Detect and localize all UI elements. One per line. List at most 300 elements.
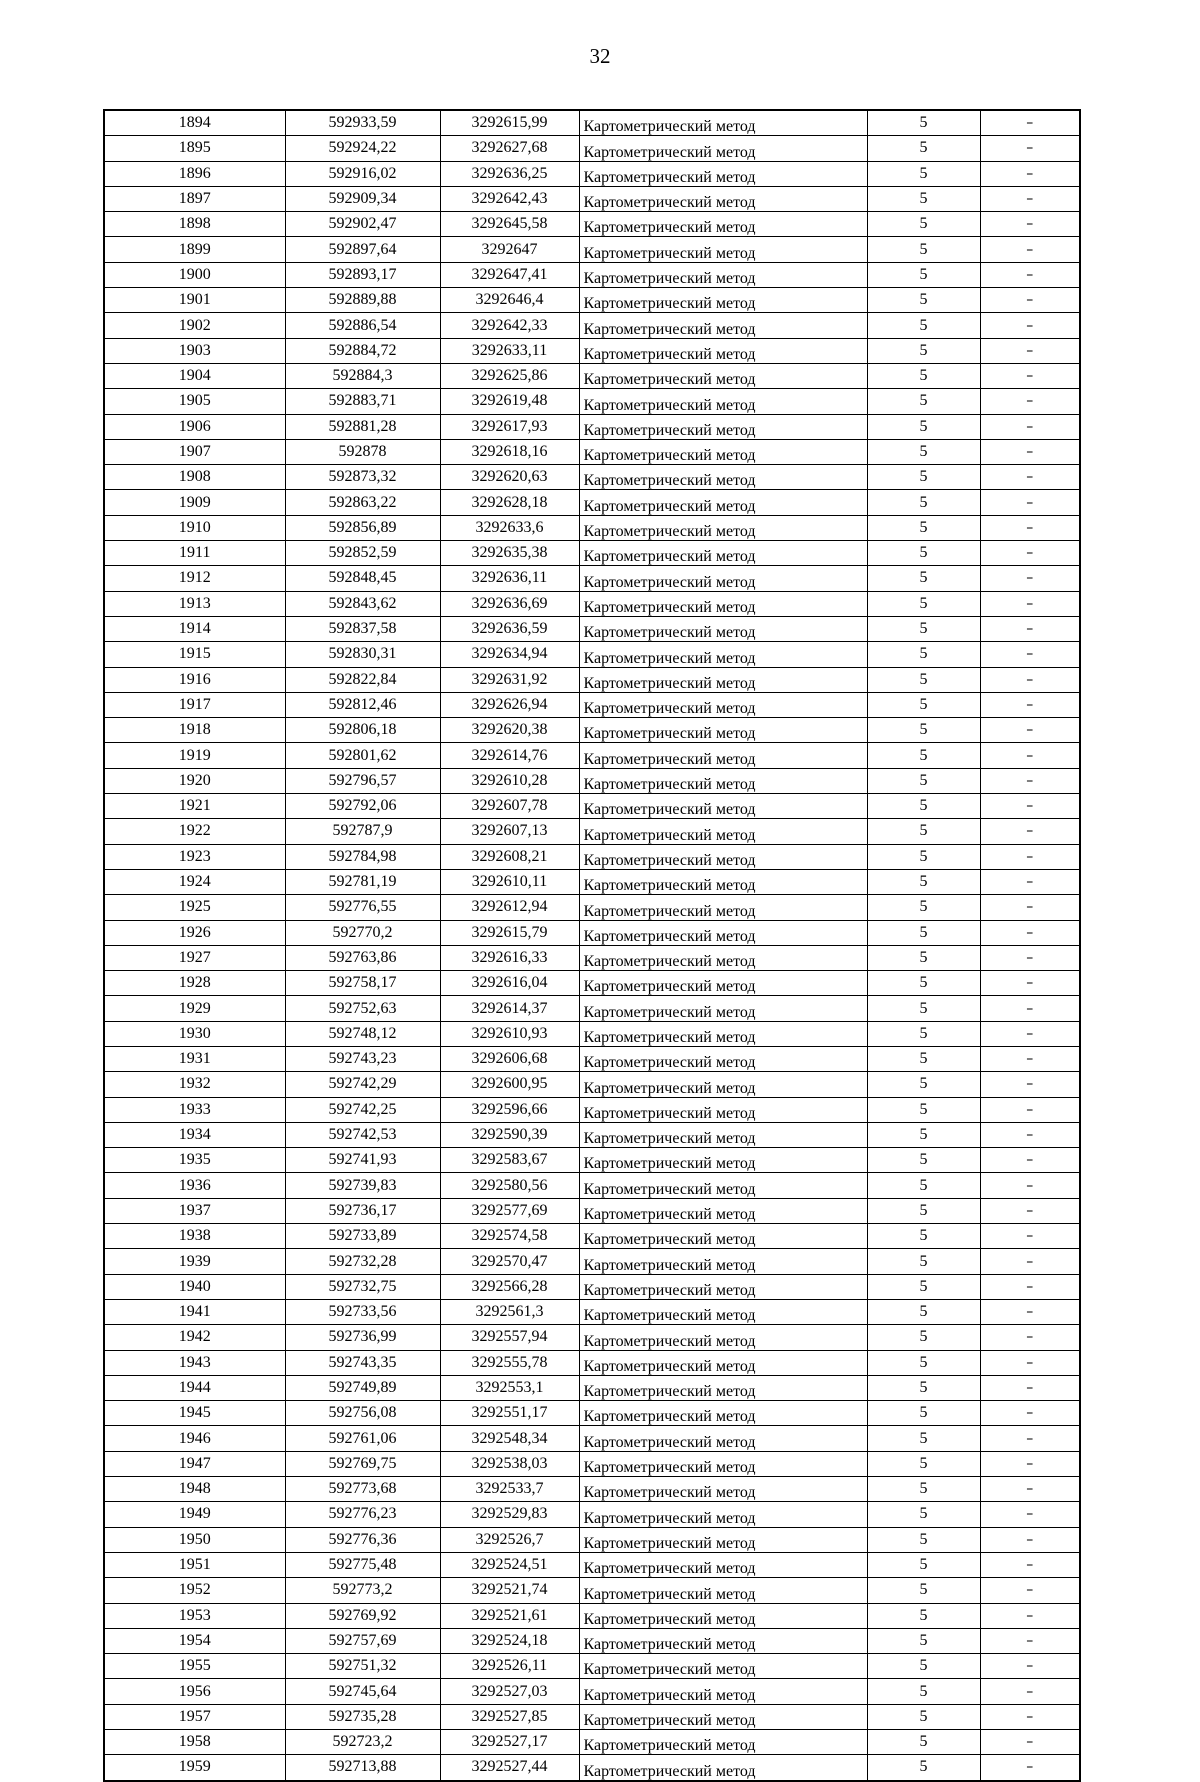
method-cell: Картометрический метод	[579, 1072, 867, 1097]
point-number-cell: 1955	[104, 1654, 285, 1679]
description-cell: –	[980, 490, 1080, 515]
table-row	[104, 1426, 1080, 1451]
table-row	[104, 465, 1080, 490]
point-number-cell: 1930	[104, 1021, 285, 1046]
y-coordinate-cell: 3292645,58	[440, 212, 579, 237]
method-cell: Картометрический метод	[579, 110, 867, 136]
x-coordinate-cell: 592881,28	[285, 414, 440, 439]
point-number-cell: 1945	[104, 1401, 285, 1426]
accuracy-cell: 5	[867, 1755, 980, 1781]
point-number-cell: 1914	[104, 616, 285, 641]
method-cell: Картометрический метод	[579, 794, 867, 819]
y-coordinate-cell: 3292524,51	[440, 1552, 579, 1577]
table-row	[104, 110, 1080, 136]
description-cell: –	[980, 945, 1080, 970]
x-coordinate-cell: 592873,32	[285, 465, 440, 490]
accuracy-cell: 5	[867, 1704, 980, 1729]
x-coordinate-cell: 592796,57	[285, 768, 440, 793]
y-coordinate-cell: 3292635,38	[440, 541, 579, 566]
x-coordinate-cell: 592739,83	[285, 1173, 440, 1198]
point-number-cell: 1918	[104, 718, 285, 743]
accuracy-cell: 5	[867, 591, 980, 616]
method-cell: Картометрический метод	[579, 490, 867, 515]
x-coordinate-cell: 592770,2	[285, 920, 440, 945]
accuracy-cell: 5	[867, 1274, 980, 1299]
y-coordinate-cell: 3292636,59	[440, 616, 579, 641]
description-cell: –	[980, 819, 1080, 844]
x-coordinate-cell: 592863,22	[285, 490, 440, 515]
table-row	[104, 895, 1080, 920]
accuracy-cell: 5	[867, 869, 980, 894]
point-number-cell: 1913	[104, 591, 285, 616]
accuracy-cell: 5	[867, 945, 980, 970]
accuracy-cell: 5	[867, 363, 980, 388]
y-coordinate-cell: 3292580,56	[440, 1173, 579, 1198]
accuracy-cell: 5	[867, 414, 980, 439]
accuracy-cell: 5	[867, 465, 980, 490]
y-coordinate-cell: 3292610,93	[440, 1021, 579, 1046]
table-row	[104, 515, 1080, 540]
table-row	[104, 1527, 1080, 1552]
table-row	[104, 1122, 1080, 1147]
accuracy-cell: 5	[867, 1603, 980, 1628]
point-number-cell: 1936	[104, 1173, 285, 1198]
x-coordinate-cell: 592784,98	[285, 844, 440, 869]
accuracy-cell: 5	[867, 1198, 980, 1223]
table-row	[104, 1730, 1080, 1755]
x-coordinate-cell: 592792,06	[285, 794, 440, 819]
point-number-cell: 1928	[104, 971, 285, 996]
y-coordinate-cell: 3292561,3	[440, 1299, 579, 1324]
x-coordinate-cell: 592741,93	[285, 1148, 440, 1173]
x-coordinate-cell: 592886,54	[285, 313, 440, 338]
table-row	[104, 1299, 1080, 1324]
method-cell: Картометрический метод	[579, 869, 867, 894]
x-coordinate-cell: 592743,35	[285, 1350, 440, 1375]
method-cell: Картометрический метод	[579, 262, 867, 287]
point-number-cell: 1947	[104, 1451, 285, 1476]
point-number-cell: 1942	[104, 1325, 285, 1350]
method-cell: Картометрический метод	[579, 718, 867, 743]
table-row	[104, 1198, 1080, 1223]
description-cell: –	[980, 262, 1080, 287]
accuracy-cell: 5	[867, 313, 980, 338]
point-number-cell: 1922	[104, 819, 285, 844]
method-cell: Картометрический метод	[579, 414, 867, 439]
point-number-cell: 1951	[104, 1552, 285, 1577]
point-number-cell: 1902	[104, 313, 285, 338]
x-coordinate-cell: 592773,2	[285, 1578, 440, 1603]
x-coordinate-cell: 592878	[285, 439, 440, 464]
accuracy-cell: 5	[867, 212, 980, 237]
table-row	[104, 869, 1080, 894]
y-coordinate-cell: 3292600,95	[440, 1072, 579, 1097]
table-row	[104, 920, 1080, 945]
x-coordinate-cell: 592748,12	[285, 1021, 440, 1046]
table-row	[104, 1679, 1080, 1704]
accuracy-cell: 5	[867, 895, 980, 920]
description-cell: –	[980, 794, 1080, 819]
table-row	[104, 1451, 1080, 1476]
y-coordinate-cell: 3292555,78	[440, 1350, 579, 1375]
method-cell: Картометрический метод	[579, 1552, 867, 1577]
table-row	[104, 541, 1080, 566]
x-coordinate-cell: 592897,64	[285, 237, 440, 262]
description-cell: –	[980, 1603, 1080, 1628]
point-number-cell: 1958	[104, 1730, 285, 1755]
point-number-cell: 1946	[104, 1426, 285, 1451]
accuracy-cell: 5	[867, 1730, 980, 1755]
y-coordinate-cell: 3292574,58	[440, 1224, 579, 1249]
point-number-cell: 1925	[104, 895, 285, 920]
x-coordinate-cell: 592751,32	[285, 1654, 440, 1679]
method-cell: Картометрический метод	[579, 1477, 867, 1502]
x-coordinate-cell: 592812,46	[285, 692, 440, 717]
y-coordinate-cell: 3292533,7	[440, 1477, 579, 1502]
y-coordinate-cell: 3292636,25	[440, 161, 579, 186]
x-coordinate-cell: 592736,17	[285, 1198, 440, 1223]
x-coordinate-cell: 592761,06	[285, 1426, 440, 1451]
table-row	[104, 667, 1080, 692]
y-coordinate-cell: 3292642,33	[440, 313, 579, 338]
table-row	[104, 996, 1080, 1021]
point-number-cell: 1949	[104, 1502, 285, 1527]
method-cell: Картометрический метод	[579, 895, 867, 920]
method-cell: Картометрический метод	[579, 768, 867, 793]
table-row	[104, 1046, 1080, 1071]
description-cell: –	[980, 1021, 1080, 1046]
y-coordinate-cell: 3292557,94	[440, 1325, 579, 1350]
x-coordinate-cell: 592856,89	[285, 515, 440, 540]
y-coordinate-cell: 3292647	[440, 237, 579, 262]
description-cell: –	[980, 1679, 1080, 1704]
table-row	[104, 363, 1080, 388]
description-cell: –	[980, 1704, 1080, 1729]
description-cell: –	[980, 1072, 1080, 1097]
method-cell: Картометрический метод	[579, 338, 867, 363]
x-coordinate-cell: 592837,58	[285, 616, 440, 641]
description-cell: –	[980, 439, 1080, 464]
description-cell: –	[980, 186, 1080, 211]
x-coordinate-cell: 592848,45	[285, 566, 440, 591]
description-cell: –	[980, 616, 1080, 641]
y-coordinate-cell: 3292618,16	[440, 439, 579, 464]
accuracy-cell: 5	[867, 1375, 980, 1400]
y-coordinate-cell: 3292577,69	[440, 1198, 579, 1223]
method-cell: Картометрический метод	[579, 1148, 867, 1173]
method-cell: Картометрический метод	[579, 945, 867, 970]
y-coordinate-cell: 3292570,47	[440, 1249, 579, 1274]
point-number-cell: 1915	[104, 642, 285, 667]
method-cell: Картометрический метод	[579, 515, 867, 540]
point-number-cell: 1904	[104, 363, 285, 388]
point-number-cell: 1927	[104, 945, 285, 970]
point-number-cell: 1906	[104, 414, 285, 439]
y-coordinate-cell: 3292521,74	[440, 1578, 579, 1603]
point-number-cell: 1910	[104, 515, 285, 540]
method-cell: Картометрический метод	[579, 566, 867, 591]
y-coordinate-cell: 3292642,43	[440, 186, 579, 211]
table-row	[104, 1502, 1080, 1527]
x-coordinate-cell: 592763,86	[285, 945, 440, 970]
method-cell: Картометрический метод	[579, 1654, 867, 1679]
method-cell: Картометрический метод	[579, 1527, 867, 1552]
method-cell: Картометрический метод	[579, 971, 867, 996]
description-cell: –	[980, 1097, 1080, 1122]
point-number-cell: 1916	[104, 667, 285, 692]
description-cell: –	[980, 313, 1080, 338]
description-cell: –	[980, 642, 1080, 667]
accuracy-cell: 5	[867, 1477, 980, 1502]
table-row	[104, 1654, 1080, 1679]
method-cell: Картометрический метод	[579, 1350, 867, 1375]
x-coordinate-cell: 592916,02	[285, 161, 440, 186]
point-number-cell: 1948	[104, 1477, 285, 1502]
y-coordinate-cell: 3292633,11	[440, 338, 579, 363]
accuracy-cell: 5	[867, 1350, 980, 1375]
accuracy-cell: 5	[867, 971, 980, 996]
point-number-cell: 1940	[104, 1274, 285, 1299]
method-cell: Картометрический метод	[579, 136, 867, 161]
y-coordinate-cell: 3292617,93	[440, 414, 579, 439]
method-cell: Картометрический метод	[579, 1628, 867, 1653]
method-cell: Картометрический метод	[579, 1274, 867, 1299]
accuracy-cell: 5	[867, 768, 980, 793]
description-cell: –	[980, 1628, 1080, 1653]
y-coordinate-cell: 3292590,39	[440, 1122, 579, 1147]
description-cell: –	[980, 1325, 1080, 1350]
accuracy-cell: 5	[867, 743, 980, 768]
table-row	[104, 186, 1080, 211]
point-number-cell: 1934	[104, 1122, 285, 1147]
x-coordinate-cell: 592902,47	[285, 212, 440, 237]
accuracy-cell: 5	[867, 794, 980, 819]
method-cell: Картометрический метод	[579, 363, 867, 388]
y-coordinate-cell: 3292596,66	[440, 1097, 579, 1122]
description-cell: –	[980, 1552, 1080, 1577]
description-cell: –	[980, 541, 1080, 566]
point-number-cell: 1901	[104, 288, 285, 313]
accuracy-cell: 5	[867, 1679, 980, 1704]
y-coordinate-cell: 3292607,78	[440, 794, 579, 819]
x-coordinate-cell: 592909,34	[285, 186, 440, 211]
accuracy-cell: 5	[867, 1654, 980, 1679]
x-coordinate-cell: 592933,59	[285, 110, 440, 136]
table-row	[104, 1401, 1080, 1426]
description-cell: –	[980, 844, 1080, 869]
table-row	[104, 490, 1080, 515]
x-coordinate-cell: 592758,17	[285, 971, 440, 996]
table-row	[104, 262, 1080, 287]
y-coordinate-cell: 3292527,03	[440, 1679, 579, 1704]
x-coordinate-cell: 592742,25	[285, 1097, 440, 1122]
page-number: 32	[589, 44, 611, 68]
method-cell: Картометрический метод	[579, 212, 867, 237]
method-cell: Картометрический метод	[579, 1401, 867, 1426]
method-cell: Картометрический метод	[579, 667, 867, 692]
y-coordinate-cell: 3292553,1	[440, 1375, 579, 1400]
table-body	[104, 110, 1080, 1781]
y-coordinate-cell: 3292626,94	[440, 692, 579, 717]
x-coordinate-cell: 592736,99	[285, 1325, 440, 1350]
point-number-cell: 1921	[104, 794, 285, 819]
description-cell: –	[980, 136, 1080, 161]
table-row	[104, 642, 1080, 667]
point-number-cell: 1911	[104, 541, 285, 566]
description-cell: –	[980, 1173, 1080, 1198]
method-cell: Картометрический метод	[579, 1097, 867, 1122]
accuracy-cell: 5	[867, 161, 980, 186]
method-cell: Картометрический метод	[579, 1578, 867, 1603]
accuracy-cell: 5	[867, 718, 980, 743]
x-coordinate-cell: 592787,9	[285, 819, 440, 844]
description-cell: –	[980, 212, 1080, 237]
y-coordinate-cell: 3292612,94	[440, 895, 579, 920]
table-row	[104, 1350, 1080, 1375]
description-cell: –	[980, 768, 1080, 793]
x-coordinate-cell: 592732,75	[285, 1274, 440, 1299]
method-cell: Картометрический метод	[579, 288, 867, 313]
description-cell: –	[980, 1274, 1080, 1299]
x-coordinate-cell: 592732,28	[285, 1249, 440, 1274]
point-number-cell: 1959	[104, 1755, 285, 1781]
method-cell: Картометрический метод	[579, 642, 867, 667]
x-coordinate-cell: 592733,56	[285, 1299, 440, 1324]
point-number-cell: 1935	[104, 1148, 285, 1173]
y-coordinate-cell: 3292634,94	[440, 642, 579, 667]
accuracy-cell: 5	[867, 1451, 980, 1476]
accuracy-cell: 5	[867, 490, 980, 515]
point-number-cell: 1944	[104, 1375, 285, 1400]
accuracy-cell: 5	[867, 541, 980, 566]
y-coordinate-cell: 3292619,48	[440, 389, 579, 414]
y-coordinate-cell: 3292606,68	[440, 1046, 579, 1071]
y-coordinate-cell: 3292608,21	[440, 844, 579, 869]
table-row	[104, 844, 1080, 869]
description-cell: –	[980, 1401, 1080, 1426]
table-row	[104, 768, 1080, 793]
description-cell: –	[980, 920, 1080, 945]
description-cell: –	[980, 1350, 1080, 1375]
method-cell: Картометрический метод	[579, 1299, 867, 1324]
y-coordinate-cell: 3292614,37	[440, 996, 579, 1021]
accuracy-cell: 5	[867, 1046, 980, 1071]
y-coordinate-cell: 3292625,86	[440, 363, 579, 388]
description-cell: –	[980, 591, 1080, 616]
table-row	[104, 945, 1080, 970]
point-number-cell: 1938	[104, 1224, 285, 1249]
y-coordinate-cell: 3292633,6	[440, 515, 579, 540]
point-number-cell: 1941	[104, 1299, 285, 1324]
y-coordinate-cell: 3292524,18	[440, 1628, 579, 1653]
y-coordinate-cell: 3292636,11	[440, 566, 579, 591]
accuracy-cell: 5	[867, 1021, 980, 1046]
point-number-cell: 1952	[104, 1578, 285, 1603]
accuracy-cell: 5	[867, 288, 980, 313]
method-cell: Картометрический метод	[579, 1375, 867, 1400]
point-number-cell: 1894	[104, 110, 285, 136]
accuracy-cell: 5	[867, 566, 980, 591]
x-coordinate-cell: 592889,88	[285, 288, 440, 313]
accuracy-cell: 5	[867, 1122, 980, 1147]
table-row	[104, 1578, 1080, 1603]
point-number-cell: 1950	[104, 1527, 285, 1552]
x-coordinate-cell: 592713,88	[285, 1755, 440, 1781]
point-number-cell: 1924	[104, 869, 285, 894]
table-row	[104, 1274, 1080, 1299]
accuracy-cell: 5	[867, 1299, 980, 1324]
x-coordinate-cell: 592757,69	[285, 1628, 440, 1653]
table-row	[104, 313, 1080, 338]
x-coordinate-cell: 592801,62	[285, 743, 440, 768]
x-coordinate-cell: 592735,28	[285, 1704, 440, 1729]
method-cell: Картометрический метод	[579, 1426, 867, 1451]
description-cell: –	[980, 1249, 1080, 1274]
x-coordinate-cell: 592776,36	[285, 1527, 440, 1552]
description-cell: –	[980, 1451, 1080, 1476]
y-coordinate-cell: 3292631,92	[440, 667, 579, 692]
description-cell: –	[980, 667, 1080, 692]
table-row	[104, 338, 1080, 363]
y-coordinate-cell: 3292627,68	[440, 136, 579, 161]
x-coordinate-cell: 592769,75	[285, 1451, 440, 1476]
point-number-cell: 1937	[104, 1198, 285, 1223]
point-number-cell: 1932	[104, 1072, 285, 1097]
table-row	[104, 1603, 1080, 1628]
method-cell: Картометрический метод	[579, 844, 867, 869]
accuracy-cell: 5	[867, 844, 980, 869]
accuracy-cell: 5	[867, 1097, 980, 1122]
method-cell: Картометрический метод	[579, 692, 867, 717]
point-number-cell: 1900	[104, 262, 285, 287]
accuracy-cell: 5	[867, 996, 980, 1021]
point-number-cell: 1912	[104, 566, 285, 591]
x-coordinate-cell: 592776,23	[285, 1502, 440, 1527]
table-row	[104, 1072, 1080, 1097]
y-coordinate-cell: 3292616,33	[440, 945, 579, 970]
y-coordinate-cell: 3292614,76	[440, 743, 579, 768]
table-row	[104, 212, 1080, 237]
description-cell: –	[980, 389, 1080, 414]
x-coordinate-cell: 592924,22	[285, 136, 440, 161]
point-number-cell: 1909	[104, 490, 285, 515]
method-cell: Картометрический метод	[579, 313, 867, 338]
table-row	[104, 414, 1080, 439]
method-cell: Картометрический метод	[579, 1224, 867, 1249]
method-cell: Картометрический метод	[579, 819, 867, 844]
method-cell: Картометрический метод	[579, 920, 867, 945]
table-row	[104, 718, 1080, 743]
y-coordinate-cell: 3292620,38	[440, 718, 579, 743]
y-coordinate-cell: 3292526,7	[440, 1527, 579, 1552]
description-cell: –	[980, 1730, 1080, 1755]
table-row	[104, 161, 1080, 186]
x-coordinate-cell: 592733,89	[285, 1224, 440, 1249]
method-cell: Картометрический метод	[579, 1679, 867, 1704]
point-number-cell: 1957	[104, 1704, 285, 1729]
y-coordinate-cell: 3292646,4	[440, 288, 579, 313]
y-coordinate-cell: 3292615,79	[440, 920, 579, 945]
accuracy-cell: 5	[867, 439, 980, 464]
method-cell: Картометрический метод	[579, 1122, 867, 1147]
description-cell: –	[980, 237, 1080, 262]
point-number-cell: 1920	[104, 768, 285, 793]
description-cell: –	[980, 338, 1080, 363]
point-number-cell: 1919	[104, 743, 285, 768]
point-number-cell: 1908	[104, 465, 285, 490]
table-row	[104, 1249, 1080, 1274]
table-row	[104, 237, 1080, 262]
